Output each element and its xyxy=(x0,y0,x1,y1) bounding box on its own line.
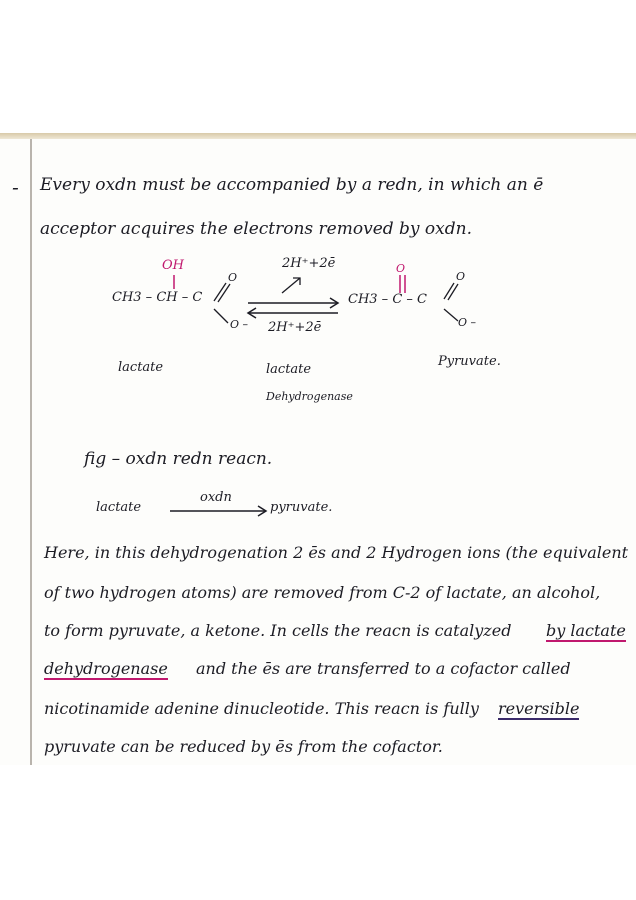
scheme-pyruvate: pyruvate. xyxy=(270,500,333,515)
note-line-1: Every oxdn must be accompanied by a redn, in which an ē xyxy=(40,175,544,195)
pyruvate-o-minus: O – xyxy=(458,316,477,329)
para-line-2: of two hydrogen atoms) are removed from C-2 of lactate, an alcohol, xyxy=(44,583,601,602)
para-line-1: Here, in this dehydrogenation 2 ēs and 2 Hydrogen ions (the equivalent xyxy=(44,543,629,562)
scheme-arrow-label: oxdn xyxy=(200,490,232,505)
para-line-5b: reversible xyxy=(498,699,580,718)
lactate-oh: OH xyxy=(162,258,184,273)
pyruvate-o-top: O xyxy=(456,270,466,283)
release-arrow xyxy=(282,278,300,293)
para-line-4a: dehydrogenase xyxy=(44,659,168,678)
para-line-4b: and the ēs are transferred to a cofactor called xyxy=(196,659,571,678)
note-line-2: acceptor acquires the electrons removed by oxdn. xyxy=(40,219,472,239)
para-line-3a: to form pyruvate, a ketone. In cells the reacn is catalyzed xyxy=(44,621,512,640)
pyruvate-co-bond-3 xyxy=(444,283,454,299)
para-line-5a: nicotinamide adenine dinucleotide. This reacn is fully xyxy=(44,699,479,718)
label-pyruvate: Pyruvate. xyxy=(438,354,501,369)
bullet-dash: - xyxy=(12,175,19,199)
pyruvate-o-double: O xyxy=(396,262,406,275)
label-enzyme-line1: lactate xyxy=(266,362,312,377)
arrow-top-label: 2H⁺+2ē xyxy=(282,256,336,271)
label-enzyme-line2: Dehydrogenase xyxy=(266,390,353,403)
lactate-o-bond xyxy=(214,309,228,323)
para-line-6: pyruvate can be reduced by ēs from the cofactor. xyxy=(44,737,443,756)
arrow-bottom-label: 2H⁺+2ē xyxy=(268,320,322,335)
para-line-3b: by lactate xyxy=(546,621,626,640)
pyruvate-co-bond-4 xyxy=(448,284,458,300)
notebook-page xyxy=(0,133,636,765)
pyruvate-o-bond xyxy=(444,309,458,321)
pyruvate-structure: CH3 – C – C xyxy=(348,292,427,307)
lactate-o-minus: O – xyxy=(230,318,249,331)
label-lactate: lactate xyxy=(118,360,164,375)
lactate-o-top: O xyxy=(228,271,238,284)
scheme-lactate: lactate xyxy=(96,500,142,515)
lactate-structure: CH3 – CH – C xyxy=(112,290,203,305)
figure-caption: fig – oxdn redn reacn. xyxy=(84,449,273,469)
